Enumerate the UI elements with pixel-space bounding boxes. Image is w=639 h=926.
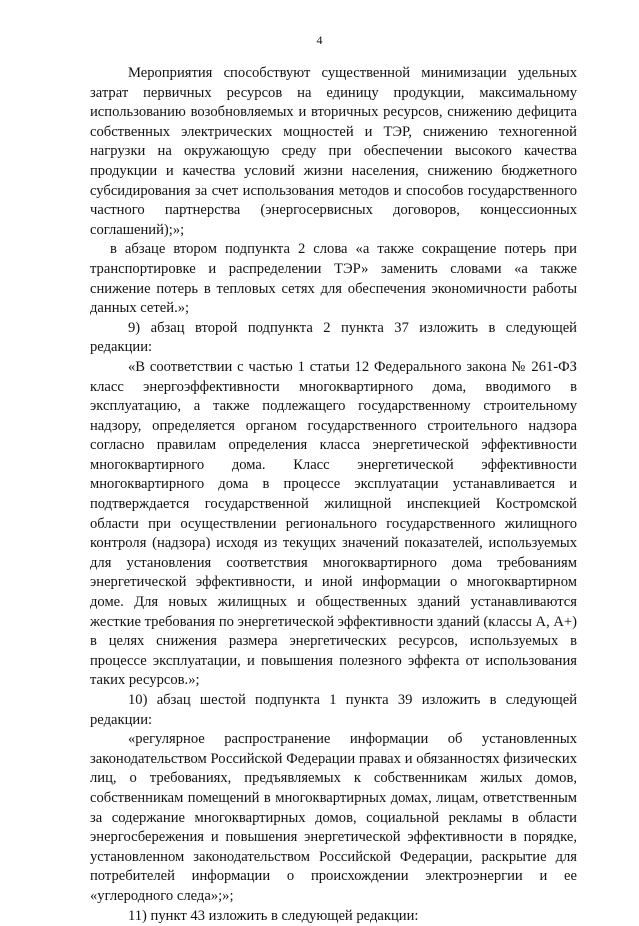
paragraph-amendment-9: 9) абзац второй подпункта 2 пункта 37 изложить в следующей редакции: [90, 319, 577, 356]
paragraph-amendment-subitem-2: в абзаце втором подпункта 2 слова «а также сокращение потерь при транспортировке и распределении ТЭР» заменить словами «а также снижение потерь в тепловых сетях для обеспечения экономичности работы данных сетей.»; [90, 241, 577, 317]
paragraph-quote-information: «регулярное распространение информации об установленных законодательством Российской Федерации правах и обязанностях физических лиц, о требованиях, предъявляемых к собственникам жилых домов, собственникам помещений в многоквартирных домах, лицам, ответственным за содержание многоквартирных домов, социальной рекламы в области энергосбережения и повышения энергетической эффективности в порядке, установленном законодательством Российской Федерации, раскрытие для потребителей информации о происхождении электроэнергии и ее «углеродного следа»;»; [90, 731, 577, 904]
paragraph-quote-energy-class: «В соответствии с частью 1 статьи 12 Федерального закона № 261-ФЗ класс энергоэффективности многоквартирного дома, вводимого в эксплуатацию, а также подлежащего государственному строительному надзору, определяется органом государственного строительного надзора согласно правилам определения класса энергетической эффективности многоквартирного дома. Класс энергетической эффективности многоквартирного дома в процессе эксплуатации устанавливается и подтверждается государственной жилищной инспекцией Костромской области при осуществлении регионального государственного жилищного контроля (надзора) исходя из текущих значений показателей, используемых для установления соответствия многоквартирного дома требованиям энергетической эффективности, и иной информации о многоквартирном доме. Для новых жилищных и общественных зданий устанавливаются жесткие требования по энергетической эффективности зданий (классы А, А+) в целях снижения размера энергетических ресурсов, используемых в процессе эксплуатации, и повышения полезного эффекта от использования таких ресурсов.»; [90, 358, 577, 689]
page-number: 4 [316, 33, 323, 47]
paragraph-amendment-10: 10) абзац шестой подпункта 1 пункта 39 изложить в следующей редакции: [90, 692, 577, 728]
document-body [90, 64, 577, 926]
paragraph-measures: Мероприятия способствуют существенной минимизации удельных затрат первичных ресурсов на единицу продукции, максимальному использованию возобновляемых и вторичных ресурсов, снижению дефицита собственных электрических мощностей и ТЭР, снижению техногенной нагрузки на окружающую среду при обеспечении высокого качества продукции и качества условий жизни населения, снижению бюджетного субсидирования за счет использования методов и способов государственного частного партнерства (энергосервисных договоров, концессионных соглашений);»; [90, 65, 577, 238]
paragraph-amendment-11: 11) пункт 43 изложить в следующей редакции: [128, 907, 419, 924]
